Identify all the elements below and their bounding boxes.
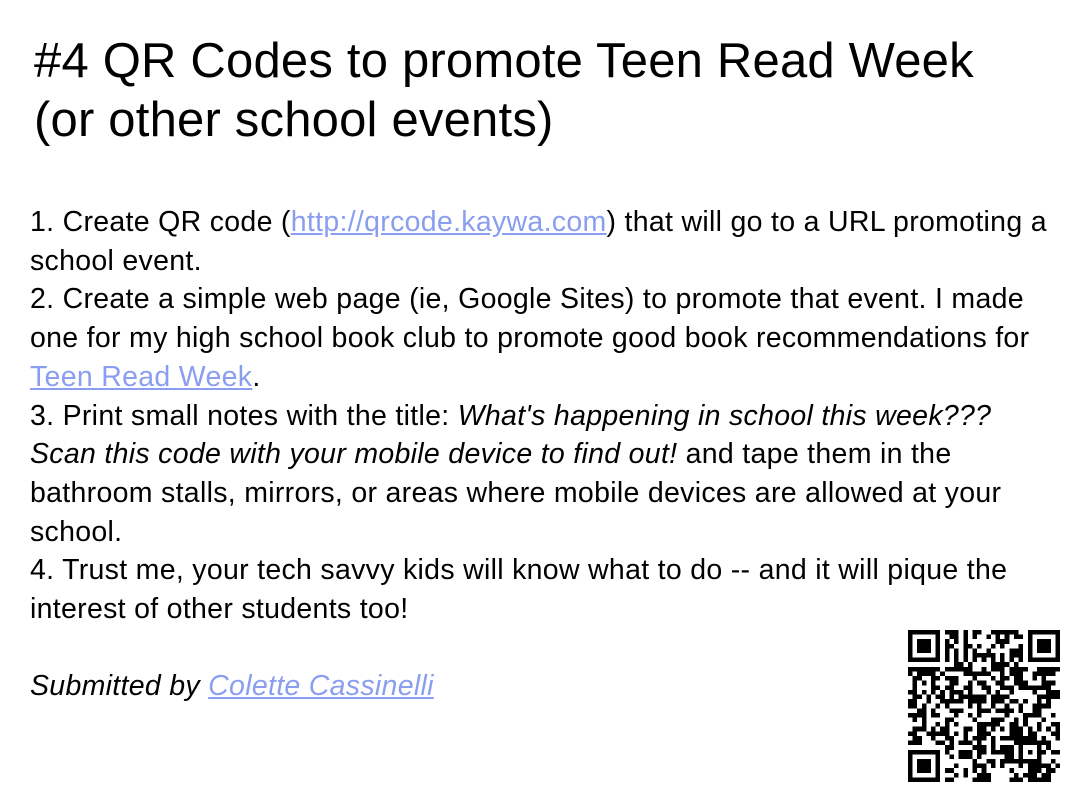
submitted-by [30, 667, 1060, 706]
teen-read-week-link[interactable]: Teen Read Week [30, 360, 253, 393]
qr-modules [908, 630, 1060, 782]
step-1-text-after: ) that will go to a URL promoting a school event. [30, 206, 1047, 277]
slide-title: #4 QR Codes to promote Teen Read Week (or other school events) [34, 34, 974, 147]
step-3 [30, 397, 1060, 552]
step-3-text-after: and tape them in the bathroom stalls, mirrors, or areas where mobile devices are allowed at your school. [30, 438, 1002, 548]
spacer [30, 629, 1060, 668]
colette-cassinelli-link[interactable]: Colette Cassinelli [208, 670, 434, 703]
qr-code-graphic [908, 630, 1060, 782]
qrcode-kaywa-link[interactable]: http://qrcode.kaywa.com [290, 206, 607, 238]
step-2 [30, 280, 1060, 396]
step-4: 4. Trust me, your tech savvy kids will know what to do -- and it will pique the interest of other students too! [30, 554, 1008, 626]
qr-code-icon [908, 630, 1060, 782]
step-2-text-after: . [252, 360, 261, 393]
submitted-by-label: Submitted by [30, 670, 209, 703]
step-2-text-before: 2. Create a simple web page (ie, Google Sites) to promote that event. I made one for my high school book club to promote good book recommendations for [30, 283, 1030, 355]
step-3-text-before: 3. Print small notes with the title: [30, 399, 458, 432]
slide-body [30, 203, 1060, 706]
step-1 [30, 203, 1060, 280]
step-1-text-before: 1. Create QR code ( [30, 206, 291, 238]
step-3-note-title: What's happening in school this week??? Scan this code with your mobile device to find out! [30, 399, 992, 471]
